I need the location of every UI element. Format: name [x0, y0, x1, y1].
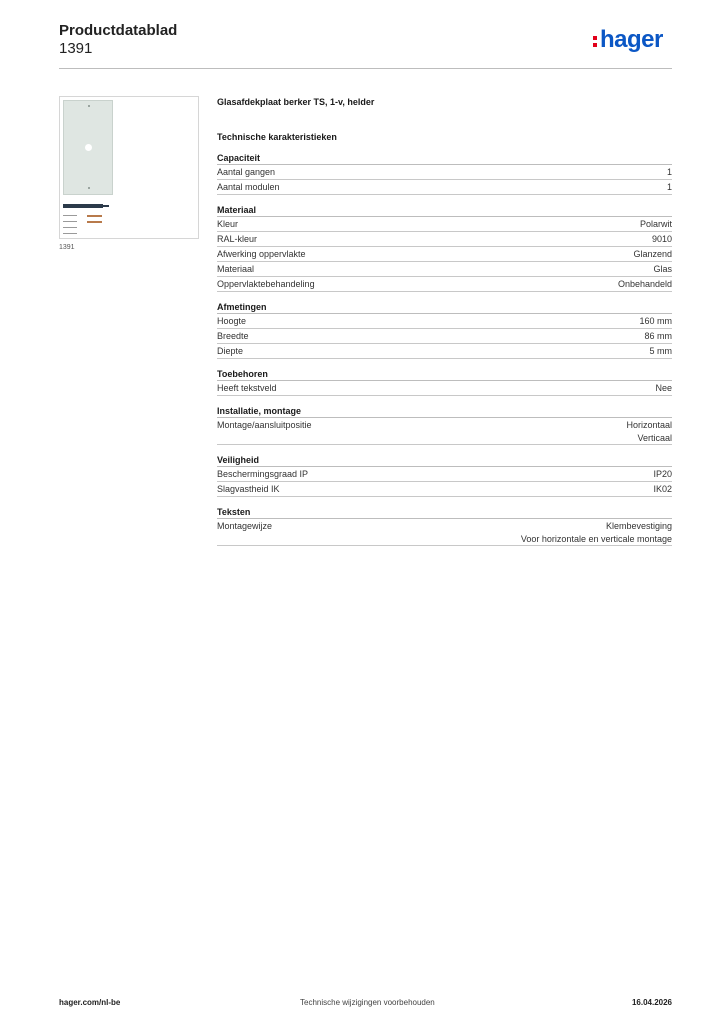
- accessory-line: [63, 233, 77, 234]
- screw-icon: [87, 221, 102, 223]
- spec-section: [217, 301, 672, 359]
- accessory-line: [63, 215, 77, 216]
- section-title: Afmetingen: [217, 301, 672, 314]
- spec-row: [217, 232, 672, 247]
- glass-plate-image: [63, 100, 113, 195]
- spec-row: [217, 329, 672, 344]
- section-title: Installatie, montage: [217, 405, 672, 418]
- spec-value: [653, 483, 672, 496]
- image-caption: 1391: [59, 244, 75, 251]
- spec-section: [217, 454, 672, 497]
- article-number: 1391: [59, 40, 93, 57]
- spec-value: [667, 166, 672, 179]
- spec-value-line: Klembevestiging: [605, 521, 672, 531]
- spec-section: [217, 152, 672, 195]
- spec-label: Breedte: [217, 331, 249, 341]
- spec-row: [217, 180, 672, 195]
- screwdriver-icon: [63, 204, 103, 208]
- spec-value: [655, 382, 672, 395]
- spec-section: [217, 368, 672, 396]
- spec-value-line: IK02: [653, 484, 672, 494]
- spec-content: [217, 96, 672, 555]
- spec-row: [217, 381, 672, 396]
- spec-label: Slagvastheid IK: [217, 484, 280, 494]
- spec-section: [217, 506, 672, 546]
- spec-label: RAL-kleur: [217, 234, 258, 244]
- spec-row: [217, 482, 672, 497]
- logo-text: hager: [600, 26, 663, 53]
- spec-label: Oppervlaktebehandeling: [217, 279, 315, 289]
- page-title: Productdatablad: [59, 22, 178, 39]
- plate-pin-top: [88, 105, 90, 107]
- spec-label: Heeft tekstveld: [217, 383, 277, 393]
- spec-label: Hoogte: [217, 316, 247, 326]
- spec-row: [217, 165, 672, 180]
- spec-row: [217, 467, 672, 482]
- hager-logo: [593, 28, 663, 52]
- spec-row: [217, 519, 672, 546]
- footer-disclaimer: Technische wijzigingen voorbehouden: [300, 998, 435, 1007]
- spec-label: Materiaal: [217, 264, 255, 274]
- spec-value-line: Verticaal: [637, 432, 672, 443]
- spec-value-line: 86 mm: [644, 331, 672, 341]
- spec-value-line: Horizontaal: [626, 420, 672, 430]
- spec-section: [217, 405, 672, 445]
- spec-value-line: IP20: [653, 469, 672, 479]
- spec-value: [618, 278, 672, 291]
- spec-value: [650, 345, 673, 358]
- spec-label: Beschermingsgraad IP: [217, 469, 309, 479]
- spec-value: [652, 233, 672, 246]
- footer-website[interactable]: hager.com/nl-be: [59, 998, 121, 1007]
- spec-section: [217, 204, 672, 292]
- spec-value: [644, 330, 672, 343]
- footer-date: 16.04.2026: [631, 998, 672, 1007]
- spec-value: [667, 181, 672, 194]
- spec-value: [626, 419, 672, 444]
- spec-label: Aantal gangen: [217, 167, 276, 177]
- spec-value-line: 9010: [651, 234, 672, 244]
- spec-row: [217, 314, 672, 329]
- spec-label: Afwerking oppervlakte: [217, 249, 306, 259]
- spec-sections: [217, 152, 672, 546]
- header-divider: [59, 68, 672, 69]
- spec-value-line: Glanzend: [633, 249, 672, 259]
- accessory-line: [63, 221, 77, 222]
- spec-value: [653, 468, 672, 481]
- spec-value: [639, 315, 672, 328]
- section-title: Toebehoren: [217, 368, 672, 381]
- section-title: Teksten: [217, 506, 672, 519]
- spec-value-line: Nee: [655, 383, 672, 393]
- spec-value-line: Polarwit: [639, 219, 672, 229]
- spec-value-line: 160 mm: [639, 316, 672, 326]
- spec-value: [640, 218, 672, 231]
- logo-dots-icon: [593, 33, 598, 47]
- plate-pin-bottom: [88, 187, 90, 189]
- spec-label: Kleur: [217, 219, 239, 229]
- spec-row: [217, 217, 672, 232]
- section-title: Veiligheid: [217, 454, 672, 467]
- product-image: [59, 96, 199, 239]
- spec-value-line: 1: [666, 182, 672, 192]
- spec-row: [217, 344, 672, 359]
- spec-label: Aantal modulen: [217, 182, 280, 192]
- spec-label: Diepte: [217, 346, 244, 356]
- spec-label: Montagewijze: [217, 521, 273, 531]
- spec-row: [217, 247, 672, 262]
- spec-value-line: 1: [666, 167, 672, 177]
- spec-value-line: 5 mm: [649, 346, 672, 356]
- spec-value-line: Voor horizontale en verticale montage: [520, 533, 672, 544]
- spec-label: Montage/aansluitpositie: [217, 420, 312, 430]
- spec-value: [633, 248, 672, 261]
- spec-value-line: Onbehandeld: [617, 279, 672, 289]
- spec-value: [653, 263, 672, 276]
- spec-value-line: Glas: [653, 264, 672, 274]
- spec-row: [217, 277, 672, 292]
- section-title: Capaciteit: [217, 152, 672, 165]
- section-title: Materiaal: [217, 204, 672, 217]
- tech-heading: Technische karakteristieken: [217, 132, 337, 142]
- spec-value: [521, 520, 672, 545]
- product-title: Glasafdekplaat berker TS, 1-v, helder: [217, 97, 375, 107]
- screw-icon: [87, 215, 102, 217]
- accessory-line: [63, 227, 77, 228]
- spec-row: [217, 418, 672, 445]
- spec-row: [217, 262, 672, 277]
- plate-center-hole: [85, 144, 92, 151]
